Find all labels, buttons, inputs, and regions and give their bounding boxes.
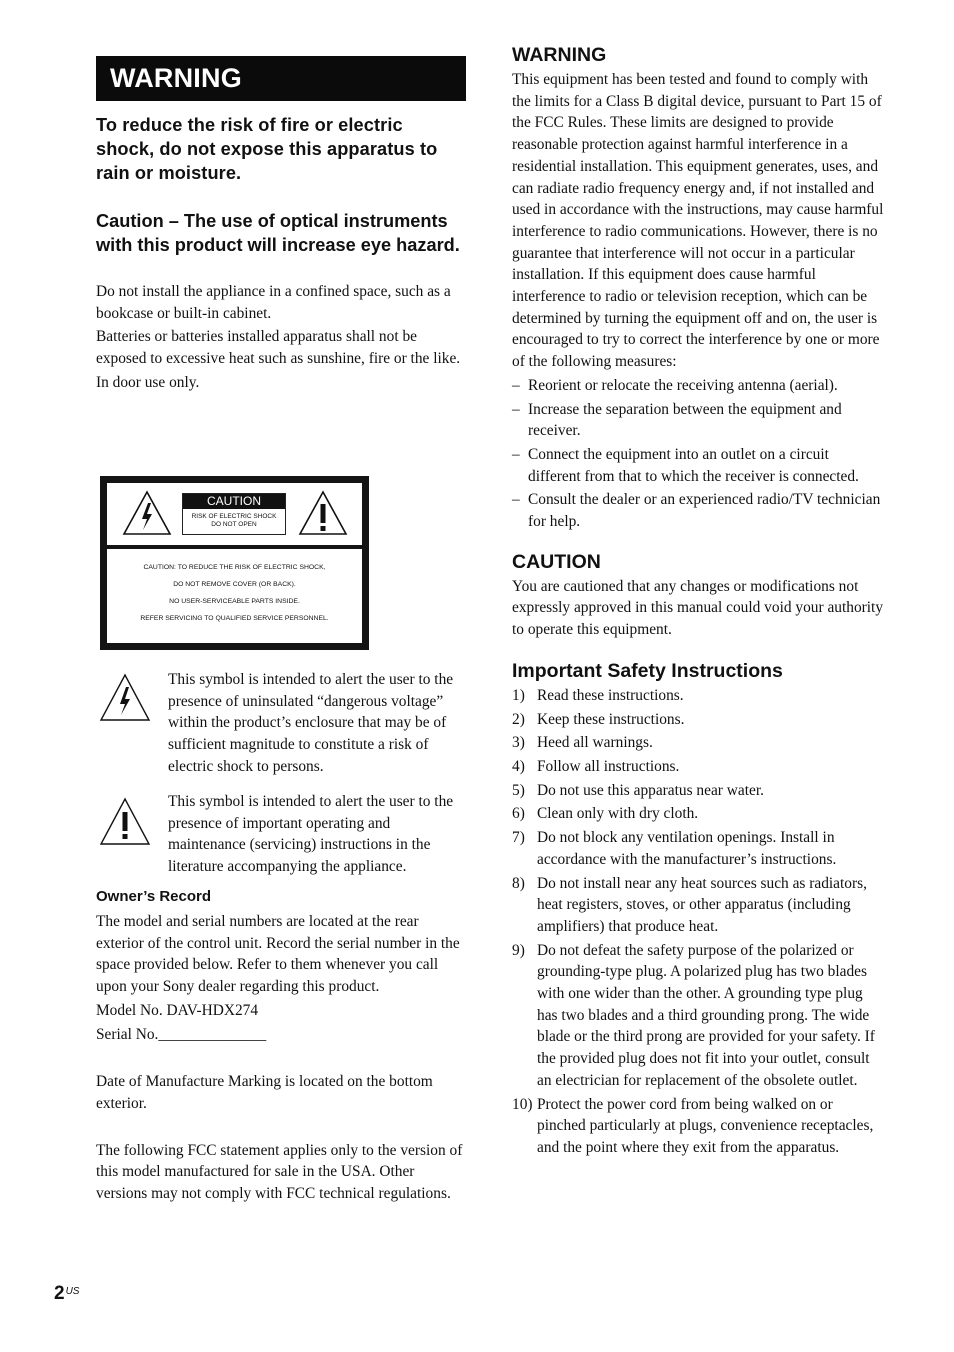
- safety-instructions-heading: Important Safety Instructions: [512, 659, 783, 682]
- safety-item-number: 10): [512, 1095, 533, 1113]
- safety-item-number: 7): [512, 829, 525, 847]
- safety-item: [512, 756, 884, 778]
- caution-label-line3: NO USER-SERVICEABLE PARTS INSIDE.: [169, 598, 300, 605]
- measure-text: Consult the dealer or an experienced radio/TV technician for help.: [528, 491, 881, 531]
- safety-item-number: 9): [512, 941, 525, 959]
- safety-item: [512, 709, 884, 731]
- fcc-warning-text: This equipment has been tested and found to comply with the limits for a Class B digital device, pursuant to Part 15 of the FCC Rules. These limits are designed to provide reasonable protection against harmful interference in a residential installation. This equipment generates, uses, and can radiate radio frequency energy and, if not installed and used in accordance with the instructions, may cause harmful interference to radio communications. However, there is no guarantee that interference will not occur in a particular installation. If this equipment does cause harmful interference to radio or television reception, which can be determined by turning the equipment off and on, the user is encouraged to try to correct the interference by one or more of the following measures:: [512, 71, 884, 371]
- safety-item-text: Do not use this apparatus near water.: [537, 781, 764, 799]
- caution-badge: [182, 493, 286, 535]
- measure-dash: –: [512, 491, 520, 509]
- safety-item: [512, 940, 884, 1092]
- measure-item: [512, 444, 884, 487]
- measure-text: Increase the separation between the equipment and receiver.: [528, 400, 842, 440]
- safety-item-text: Follow all instructions.: [537, 757, 680, 775]
- caution-label-line1: CAUTION: TO REDUCE THE RISK OF ELECTRIC SHOCK,: [143, 564, 326, 571]
- safety-item-text: Protect the power cord from being walked on or pinched particularly at plugs, convenience receptacles, and the point where they exit from the apparatus.: [537, 1095, 874, 1156]
- measure-dash: –: [512, 376, 520, 394]
- safety-item-text: Do not block any ventilation openings. Install in accordance with the manufacturer’s instructions.: [537, 829, 837, 868]
- caution-label-line2: DO NOT REMOVE COVER (OR BACK).: [173, 581, 296, 588]
- caution-label-top: [107, 483, 362, 545]
- safety-item-text: Do not defeat the safety purpose of the polarized or grounding-type plug. A polarized plug has two blades with one wider than the other. A grounding type plug has two blades and a third grounding prong. The wide blade or the third prong are provided for your safety. If the provided plug does not fit into your outlet, consult an electrician for replacement of the obsolete outlet.: [537, 941, 875, 1089]
- measure-text: Reorient or relocate the receiving antenna (aerial).: [528, 376, 838, 394]
- exclamation-symbol-text: This symbol is intended to alert the user to the presence of important operating and maintenance (servicing) instructions in the literature accompanying the appliance.: [168, 793, 454, 876]
- install-paragraph: Do not install the appliance in a confined space, such as a bookcase or built-in cabinet.: [96, 283, 451, 322]
- safety-item: [512, 803, 884, 825]
- page-region: US: [65, 1286, 80, 1297]
- exclamation-symbol-icon: [99, 797, 151, 847]
- safety-item-text: Heed all warnings.: [537, 734, 653, 752]
- right-column: [512, 44, 884, 1159]
- warning-banner: WARNING: [96, 56, 466, 101]
- measure-dash: –: [512, 445, 520, 463]
- optical-caution: Caution – The use of optical instruments with this product will increase eye hazard.: [96, 211, 460, 255]
- measure-item: [512, 489, 884, 532]
- fcc-warning-heading: WARNING: [512, 44, 607, 66]
- caution-text: You are cautioned that any changes or modifications not expressly approved in this manual could void your authority to operate this equipment.: [512, 577, 884, 639]
- safety-item: [512, 732, 884, 754]
- owners-record-section: [96, 887, 466, 1205]
- measure-text: Connect the equipment into an outlet on a circuit different from that to which the receiver is connected.: [528, 445, 859, 485]
- safety-item: [512, 827, 884, 870]
- caution-badge-line2: DO NOT OPEN: [211, 521, 257, 528]
- measures-list: [512, 375, 884, 533]
- left-column: [96, 56, 466, 394]
- measure-dash: –: [512, 400, 520, 418]
- safety-item-text: Clean only with dry cloth.: [537, 805, 699, 823]
- safety-item-text: Read these instructions.: [537, 686, 684, 704]
- page-number-value: 2: [54, 1283, 65, 1304]
- safety-item-text: Do not install near any heat sources such as radiators, heat registers, stoves, or other apparatus (including amplifiers) that produce heat.: [537, 874, 867, 935]
- caution-badge-title: CAUTION: [183, 494, 285, 509]
- safety-item-number: 2): [512, 710, 525, 728]
- safety-item-text: Keep these instructions.: [537, 710, 685, 728]
- safety-item: [512, 873, 884, 938]
- lightning-warning-icon: [121, 489, 173, 537]
- exclamation-warning-icon: [297, 489, 349, 537]
- caution-label-line4: REFER SERVICING TO QUALIFIED SERVICE PERSONNEL.: [140, 615, 329, 622]
- safety-item: [512, 780, 884, 802]
- page-number: [54, 1283, 79, 1305]
- owners-record-heading: Owner’s Record: [96, 888, 212, 905]
- safety-instructions-list: [512, 685, 884, 1159]
- measure-item: [512, 399, 884, 442]
- date-marking-text: Date of Manufacture Marking is located on the bottom exterior.: [96, 1073, 433, 1112]
- safety-item: [512, 1094, 884, 1159]
- measure-item: [512, 375, 884, 397]
- batteries-paragraph: Batteries or batteries installed apparatus shall not be exposed to excessive heat such as sunshine, fire or the like.: [96, 328, 461, 368]
- lightning-symbol-icon: [99, 673, 151, 723]
- fire-warning: To reduce the risk of fire or electric shock, do not expose this apparatus to rain or moisture.: [96, 115, 438, 183]
- caution-label: [100, 476, 369, 650]
- safety-item-number: 5): [512, 781, 525, 799]
- model-number: Model No. DAV-HDX274: [96, 1001, 259, 1019]
- fcc-statement-text: The following FCC statement applies only to the version of this model manufactured for sale in the USA. Other versions may not comply with FCC technical regulations.: [96, 1141, 463, 1203]
- caution-badge-line1: RISK OF ELECTRIC SHOCK: [191, 513, 277, 520]
- safety-item-number: 4): [512, 757, 525, 775]
- indoor-paragraph: In door use only.: [96, 373, 200, 391]
- safety-item-number: 8): [512, 874, 525, 892]
- caution-heading: CAUTION: [512, 550, 601, 573]
- lightning-symbol-text: This symbol is intended to alert the user to the presence of uninsulated “dangerous voltage” within the product’s enclosure that may be of sufficient magnitude to constitute a risk of electric shock to persons.: [168, 671, 454, 775]
- safety-item-number: 1): [512, 686, 525, 704]
- safety-item-number: 6): [512, 805, 525, 823]
- caution-label-bottom: [107, 549, 362, 643]
- owners-record-text: The model and serial numbers are located at the rear exterior of the control unit. Record the serial number in the space provided below. Refer to them whenever you call upon your Sony dealer regarding this product.: [96, 913, 460, 996]
- serial-number: Serial No.______________: [96, 1025, 267, 1043]
- safety-item-number: 3): [512, 734, 525, 752]
- safety-item: [512, 685, 884, 707]
